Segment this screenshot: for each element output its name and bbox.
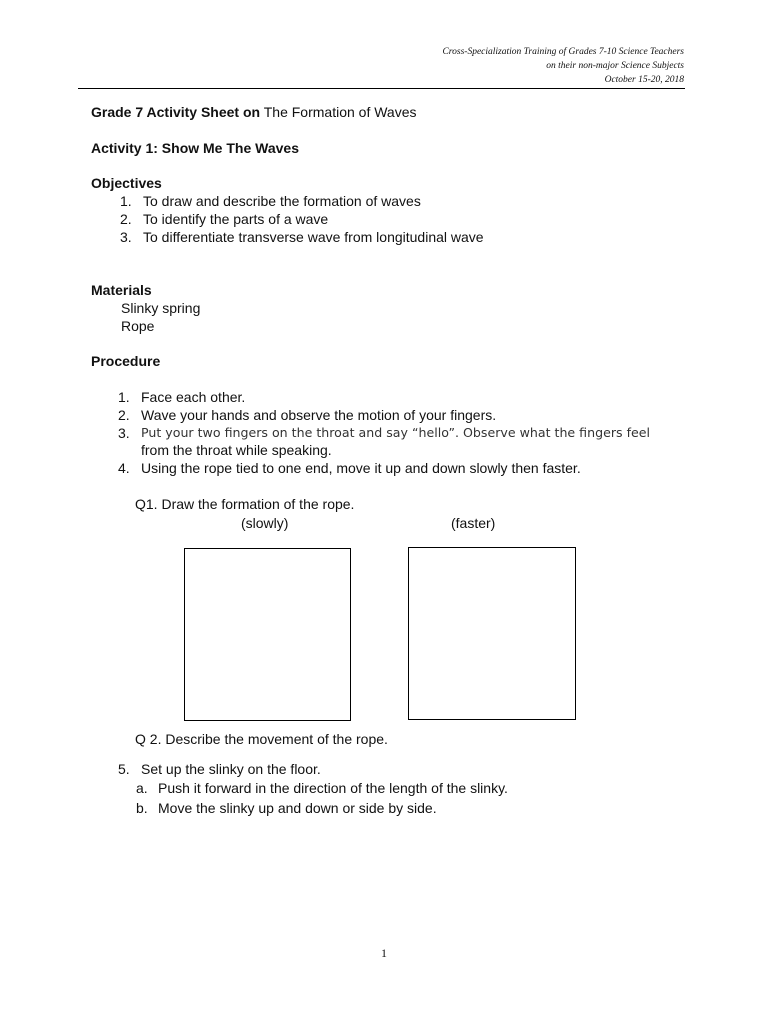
- objective-num: 1.: [120, 193, 132, 209]
- objective-item: To draw and describe the formation of waves: [143, 193, 421, 209]
- activity-heading: Activity 1: Show Me The Waves: [91, 140, 299, 156]
- substep-letter: b.: [136, 800, 148, 816]
- procedure-step: Put your two fingers on the throat and say “hello”. Observe what the fingers feel: [141, 425, 651, 440]
- step-num: 4.: [118, 460, 130, 476]
- label-faster: (faster): [451, 515, 496, 531]
- objective-item: To differentiate transverse wave from longitudinal wave: [143, 229, 484, 245]
- procedure-step: Face each other.: [141, 389, 246, 405]
- drawing-box-slowly[interactable]: [184, 548, 351, 721]
- step-num: 3.: [118, 425, 130, 441]
- objective-item: To identify the parts of a wave: [143, 211, 329, 227]
- materials-heading: Materials: [91, 282, 152, 298]
- material-item: Slinky spring: [121, 300, 201, 316]
- question-1: Q1. Draw the formation of the rope.: [135, 496, 355, 512]
- header-line-1: Cross-Specialization Training of Grades 7-10 Science Teachers: [442, 47, 684, 57]
- title-topic: The Formation of Waves: [263, 104, 417, 120]
- header-date: October 15-20, 2018: [604, 75, 684, 85]
- step-num: 1.: [118, 389, 130, 405]
- step-num: 5.: [118, 761, 130, 777]
- procedure-heading: Procedure: [91, 353, 161, 369]
- substep-letter: a.: [136, 780, 148, 796]
- question-2: Q 2. Describe the movement of the rope.: [135, 731, 388, 747]
- document-title: [91, 103, 417, 121]
- objective-num: 2.: [120, 211, 132, 227]
- procedure-step: Using the rope tied to one end, move it up and down slowly then faster.: [141, 460, 581, 476]
- label-slowly: (slowly): [241, 515, 289, 531]
- material-item: Rope: [121, 318, 155, 334]
- procedure-step-continued: from the throat while speaking.: [141, 442, 332, 458]
- title-bold: Grade 7 Activity Sheet on: [91, 104, 261, 120]
- objectives-heading: Objectives: [91, 175, 162, 191]
- step-num: 2.: [118, 407, 130, 423]
- header-line-2: on their non-major Science Subjects: [546, 61, 684, 71]
- procedure-substep: Push it forward in the direction of the length of the slinky.: [158, 780, 508, 796]
- header-rule: [78, 88, 685, 89]
- objective-num: 3.: [120, 229, 132, 245]
- drawing-box-faster[interactable]: [408, 547, 576, 720]
- page-number: 1: [381, 946, 387, 960]
- procedure-step: Set up the slinky on the floor.: [141, 761, 321, 777]
- procedure-substep: Move the slinky up and down or side by side.: [158, 800, 437, 816]
- procedure-step: Wave your hands and observe the motion of your fingers.: [141, 407, 497, 423]
